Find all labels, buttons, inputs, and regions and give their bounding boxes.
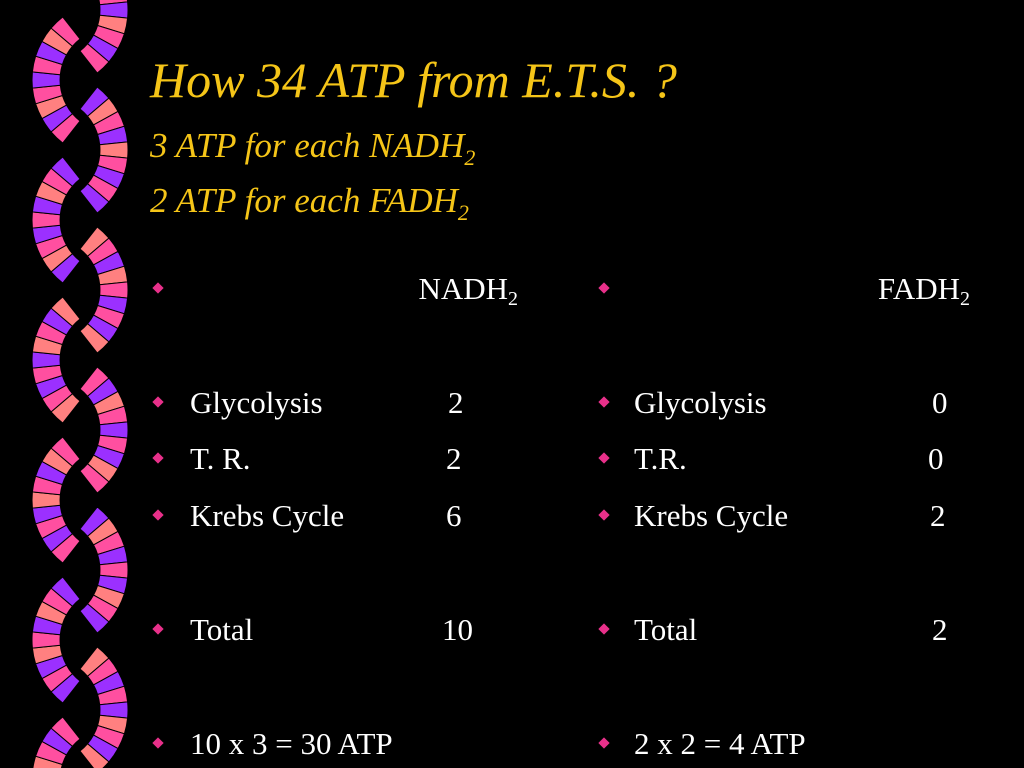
wave-segment (32, 577, 80, 703)
diamond-bullet-icon (152, 452, 163, 463)
wave-segment (32, 157, 80, 283)
wave-segment (80, 647, 128, 768)
wave-segment (32, 17, 80, 143)
diamond-bullet-icon (598, 623, 609, 634)
wave-segment (32, 717, 80, 768)
wave-segment (80, 507, 128, 633)
row-label: T. R. (190, 441, 251, 476)
wave-segment (80, 227, 128, 353)
diamond-bullet-icon (152, 737, 163, 748)
row-label: Krebs Cycle (190, 498, 345, 533)
subtitle-nadh: 3 ATP for each $NADH_2$ (150, 126, 476, 170)
nadh-header-row (150, 272, 530, 312)
row-value: 2 (930, 498, 946, 533)
row-value: 0 (928, 441, 944, 476)
wave-segment (80, 0, 128, 73)
row-label: 2 x 2 = 4 ATP (634, 726, 806, 761)
diamond-bullet-icon (152, 282, 163, 293)
nadh-header: $NADH_2$ (418, 271, 518, 310)
row-value: 0 (932, 385, 948, 420)
row-value: 2 (446, 441, 462, 476)
diamond-bullet-icon (598, 396, 609, 407)
row-label: T.R. (634, 441, 687, 476)
decorative-wave-border (0, 0, 140, 768)
row-label: Total (190, 612, 254, 647)
row-value: 2 (448, 385, 464, 420)
subtitle-fadh: 2 ATP for each $FADH_2$ (150, 181, 469, 225)
wave-segment (32, 437, 80, 563)
diamond-bullet-icon (152, 509, 163, 520)
fadh-header: $FADH_2$ (877, 271, 970, 310)
row-value: 10 (442, 612, 473, 647)
wave-segment (32, 297, 80, 423)
wave-segment (80, 367, 128, 493)
slide-title: How 34 ATP from E.T.S. ? (150, 52, 677, 108)
diamond-bullet-icon (598, 509, 609, 520)
row-value: 2 (932, 612, 948, 647)
row-label: 10 x 3 = 30 ATP (190, 726, 393, 761)
diamond-bullet-icon (598, 737, 609, 748)
row-value: 6 (446, 498, 462, 533)
row-label: Glycolysis (634, 385, 767, 420)
wave-segment (80, 87, 128, 213)
diamond-bullet-icon (152, 623, 163, 634)
fadh-header-row (596, 272, 976, 312)
diamond-bullet-icon (152, 396, 163, 407)
diamond-bullet-icon (598, 282, 609, 293)
diamond-bullet-icon (598, 452, 609, 463)
row-label: Total (634, 612, 698, 647)
row-label: Glycolysis (190, 385, 323, 420)
row-label: Krebs Cycle (634, 498, 789, 533)
